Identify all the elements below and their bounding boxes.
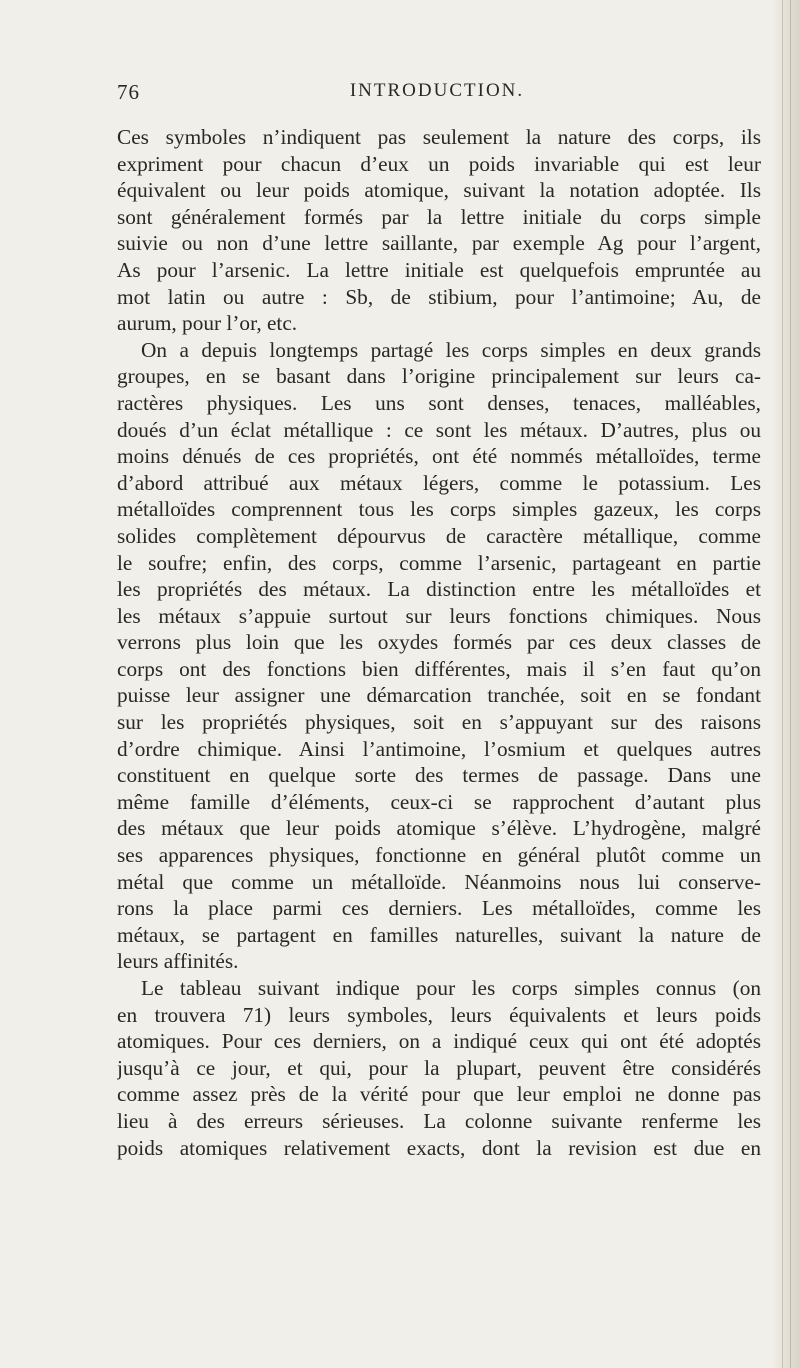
text-line: verrons plus loin que les oxydes formés par ces deux classes de: [117, 630, 761, 655]
page-header: [117, 80, 757, 110]
text-line: poids atomiques relativement exacts, dont la revision est due en: [117, 1135, 761, 1160]
body-text: [117, 124, 761, 1161]
text-line: rons la place parmi ces derniers. Les métalloïdes, comme les: [117, 896, 761, 921]
text-line: moins dénués de ces propriétés, ont été nommés métalloïdes, terme: [117, 444, 761, 469]
text-line: le soufre; enfin, des corps, comme l’arsenic, partageant en partie: [117, 550, 761, 575]
text-line: les métaux s’appuie surtout sur leurs fonctions chimiques. Nous: [117, 603, 761, 628]
text-line: leurs affinités.: [117, 949, 239, 974]
text-line: mot latin ou autre : Sb, de stibium, pour l’antimoine; Au, de: [117, 284, 761, 309]
text-line: d’ordre chimique. Ainsi l’antimoine, l’osmium et quelques autres: [117, 736, 761, 761]
page-edge: [772, 0, 800, 1368]
text-line: Ces symboles n’indiquent pas seulement la nature des corps, ils: [117, 125, 761, 149]
text-line: équivalent ou leur poids atomique, suivant la notation adoptée. Ils: [117, 178, 761, 203]
text-line: d’abord attribué aux métaux légers, comme le potassium. Les: [117, 470, 761, 495]
text-line: les propriétés des métaux. La distinction entre les métalloïdes et: [117, 577, 761, 602]
text-line: métalloïdes comprennent tous les corps simples gazeux, les corps: [117, 497, 761, 522]
text-line: sur les propriétés physiques, soit en s’appuyant sur des raisons: [117, 710, 761, 735]
text-line: sont généralement formés par la lettre initiale du corps simple: [117, 204, 761, 229]
text-line: solides complètement dépourvus de caractère métallique, comme: [117, 523, 761, 548]
text-line: doués d’un éclat métallique : ce sont les métaux. D’autres, plus ou: [117, 417, 761, 442]
text-line: Le tableau suivant indique pour les corps simples connus (on: [141, 976, 761, 1000]
page-number: 76: [117, 80, 140, 104]
text-line: ses apparences physiques, fonctionne en général plutôt comme un: [117, 843, 761, 868]
text-line: On a depuis longtemps partagé les corps simples en deux grands: [141, 337, 761, 362]
text-line: suivie ou non d’une lettre saillante, par exemple Ag pour l’argent,: [117, 231, 761, 256]
text-line: corps ont des fonctions bien différentes, mais il s’en faut qu’on: [117, 656, 761, 681]
text-line: même famille d’éléments, ceux-ci se rapprochent d’autant plus: [117, 789, 761, 814]
text-line: métal que comme un métalloïde. Néanmoins nous lui conserve-: [117, 869, 761, 894]
running-head: INTRODUCTION.: [349, 80, 525, 101]
text-line: constituent en quelque sorte des termes de passage. Dans une: [117, 763, 761, 788]
text-line: atomiques. Pour ces derniers, on a indiqué ceux qui ont été adoptés: [117, 1029, 761, 1054]
text-line: As pour l’arsenic. La lettre initiale est quelquefois empruntée au: [117, 257, 761, 282]
text-line: puisse leur assigner une démarcation tranchée, soit en se fondant: [117, 683, 761, 708]
text-line: jusqu’à ce jour, et qui, pour la plupart, peuvent être considérés: [117, 1055, 761, 1080]
text-line: en trouvera 71) leurs symboles, leurs équivalents et leurs poids: [117, 1002, 761, 1027]
text-line: groupes, en se basant dans l’origine principalement sur leurs ca-: [117, 364, 761, 389]
text-line: des métaux que leur poids atomique s’élève. L’hydrogène, malgré: [117, 816, 761, 841]
text-line: expriment pour chacun d’eux un poids invariable qui est leur: [117, 151, 761, 176]
text-line: ractères physiques. Les uns sont denses, tenaces, malléables,: [117, 390, 761, 415]
text-line: lieu à des erreurs sérieuses. La colonne suivante renferme les: [117, 1108, 761, 1133]
text-line: métaux, se partagent en familles naturelles, suivant la nature de: [117, 922, 761, 947]
text-line: comme assez près de la vérité pour que leur emploi ne donne pas: [117, 1082, 761, 1107]
text-line: aurum, pour l’or, etc.: [117, 311, 298, 336]
